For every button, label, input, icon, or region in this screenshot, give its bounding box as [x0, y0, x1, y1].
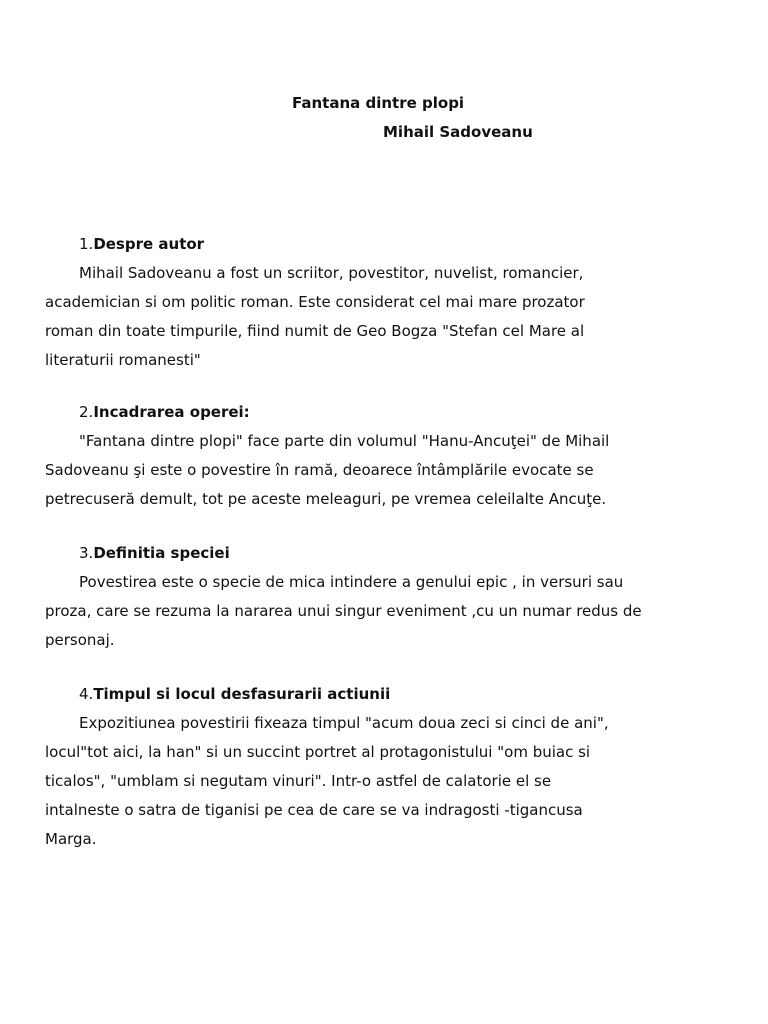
section-number: 3. — [79, 544, 94, 562]
section-despre-autor — [45, 230, 735, 375]
paragraph-line: roman din toate timpurile, fiind numit de Geo Bogza "Stefan cel Mare al — [45, 322, 585, 340]
section-timpul-si-locul — [45, 680, 735, 854]
paragraph-line: "Fantana dintre plopi" face parte din volumul "Hanu-Ancuţei" de Mihail — [79, 432, 610, 450]
paragraph-line: personaj. — [45, 631, 115, 649]
paragraph-line: intalneste o satra de tiganisi pe cea de care se va indragosti -tigancusa — [45, 801, 583, 819]
section-heading — [79, 539, 735, 568]
paragraph-line: Povestirea este o specie de mica intindere a genului epic , in versuri sau — [79, 573, 624, 591]
section-incadrarea-operei — [45, 398, 735, 514]
paragraph-line: locul"tot aici, la han" si un succint portret al protagonistului "om buiac si — [45, 743, 591, 761]
section-paragraph — [45, 259, 735, 375]
paragraph-line: Mihail Sadoveanu a fost un scriitor, povestitor, nuvelist, romancier, — [79, 264, 584, 282]
paragraph-line: Sadoveanu şi este o povestire în ramă, deoarece întâmplările evocate se — [45, 461, 594, 479]
paragraph-line: ticalos", "umblam si negutam vinuri". Intr-o astfel de calatorie el se — [45, 772, 552, 790]
paragraph-line: academician si om politic roman. Este considerat cel mai mare prozator — [45, 293, 585, 311]
section-paragraph — [45, 427, 735, 514]
paragraph-line: literaturii romanesti" — [45, 351, 201, 369]
section-heading-text: Timpul si locul desfasurarii actiunii — [93, 685, 391, 703]
section-paragraph — [45, 709, 735, 854]
section-paragraph — [45, 568, 735, 655]
paragraph-line: petrecuseră demult, tot pe aceste meleaguri, pe vremea celeilalte Ancuţe. — [45, 490, 607, 508]
document-title: Fantana dintre plopi — [292, 94, 465, 112]
section-heading-text: Despre autor — [93, 235, 205, 253]
document-author: Mihail Sadoveanu — [383, 123, 533, 141]
section-heading-text: Definitia speciei — [93, 544, 230, 562]
section-number: 4. — [79, 685, 94, 703]
section-heading — [79, 680, 735, 709]
section-number: 1. — [79, 235, 94, 253]
section-heading-text: Incadrarea operei: — [93, 403, 250, 421]
section-heading — [79, 230, 735, 259]
section-definitia-speciei — [45, 539, 735, 655]
section-number: 2. — [79, 403, 94, 421]
paragraph-line: Marga. — [45, 830, 97, 848]
paragraph-line: proza, care se rezuma la nararea unui singur eveniment ,cu un numar redus de — [45, 602, 642, 620]
paragraph-line: Expozitiunea povestirii fixeaza timpul "acum doua zeci si cinci de ani", — [79, 714, 609, 732]
section-heading — [79, 398, 735, 427]
